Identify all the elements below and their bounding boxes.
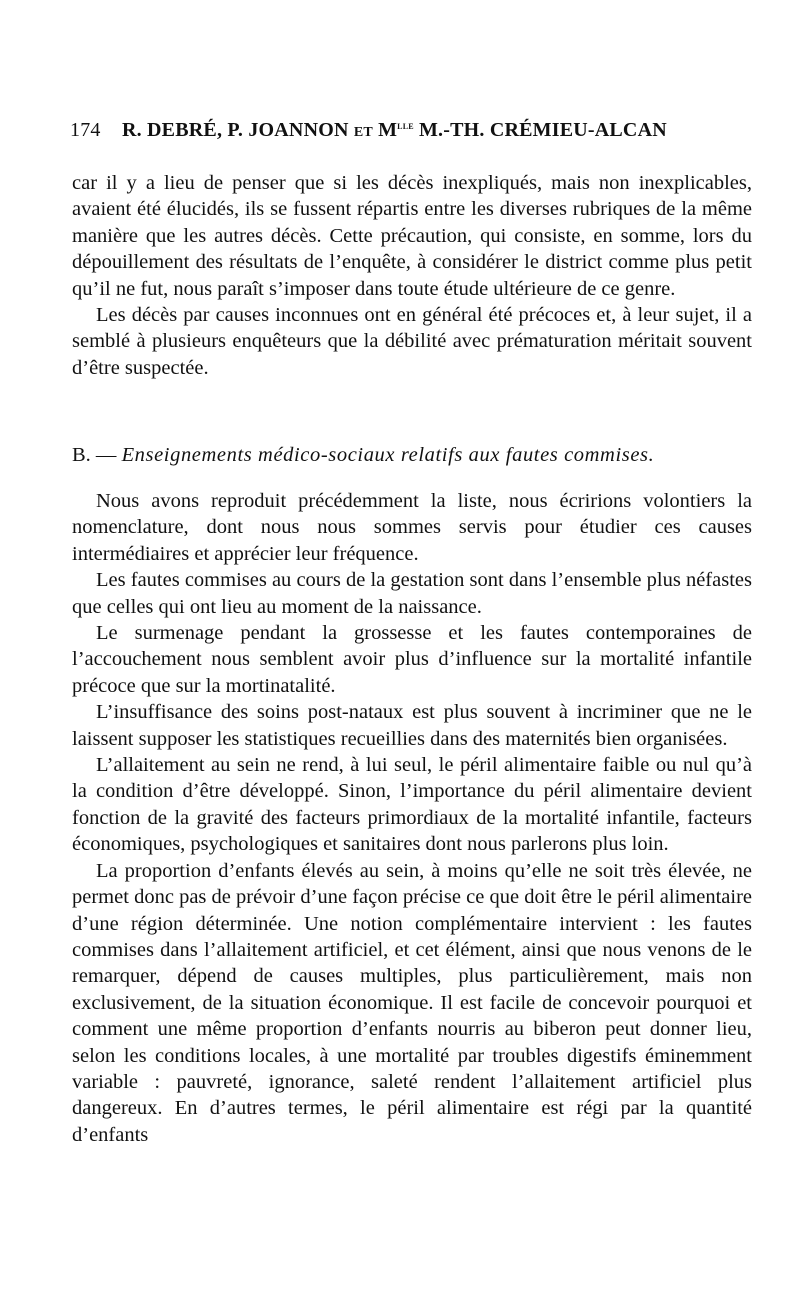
paragraph: La proportion d’enfants élevés au sein, à moins qu’elle ne soit très élevée, ne permet donc pas de prévoir d’une façon précise ce que doit être le péril alimentaire d’une région déterminée. Une notion complémentaire intervient : les fautes commises dans l’allaitement artificiel, et cet élément, ainsi que nous venons de le remarquer, dépend de causes multiples, plus particulièrement, mais non exclusivement, de la situation économique. Il est facile de concevoir pourquoi et comment une même proportion d’enfants nourris au biberon peut donner lieu, selon les conditions locales, à une mortalité par troubles digestifs éminemment variable : pauvreté, ignorance, saleté rendent l’allaitement artificiel plus dangereux. En d’autres termes, le péril alimentaire est régi par la quantité d’enfants [72,859,752,1146]
paragraph: L’allaitement au sein ne rend, à lui seul, le péril alimentaire faible ou nul qu’à la condition d’être développé. Sinon, l’importance du péril alimentaire devient fonction de la gravité des facteurs primordiaux de la mortalité infantile, facteurs économiques, psychologiques et sanitaires dont nous parlerons plus loin. [72,754,752,856]
authors-part-1: R. DEBRÉ, P. JOANNON et M [122,119,398,141]
authors-superscript: lle [397,118,414,132]
section-title: Enseignements médico-sociaux relatifs aux fautes commises. [121,444,655,466]
paragraph: Le surmenage pendant la grossesse et les fautes contemporaines de l’accouchement nous semblent avoir plus d’influence sur la mortalité infantile précoce que sur la mortinatalité. [72,622,752,697]
authors-line [122,119,667,141]
paragraph: car il y a lieu de penser que si les décès inexpliqués, mais non inexplicables, avaient été élucidés, ils se fussent répartis entre les diverses rubriques de la même manière que les autres décès. Cette précaution, qui consiste, en somme, lors du dépouillement des résultats de l’enquête, à considérer le district comme plus petit qu’il ne fut, nous paraît s’imposer dans toute étude ultérieure de ce genre. [72,172,752,300]
section-heading [72,442,752,468]
authors-part-2: M.-TH. CRÉMIEU-ALCAN [413,119,667,141]
paragraph: L’insuffisance des soins post-nataux est plus souvent à incriminer que ne le laissent supposer les statistiques recueillies dans des maternités bien organisées. [72,701,752,750]
page-number: 174 [70,119,101,141]
paragraph: Les fautes commises au cours de la gestation sont dans l’ensemble plus néfastes que celles qui ont lieu au moment de la naissance. [72,569,752,618]
running-header [70,118,750,142]
text-block-main [72,488,752,1148]
paragraph: Nous avons reproduit précédemment la liste, nous écririons volontiers la nomenclature, dont nous nous sommes servis pour étudier ces causes intermédiaires et apprécier leur fréquence. [72,490,752,565]
section-letter: B. — [72,444,117,466]
text-block-top [72,170,752,381]
paragraph: Les décès par causes inconnues ont en général été précoces et, à leur sujet, il a semblé à plusieurs enquêteurs que la débilité avec prématuration méritait souvent d’être suspectée. [72,304,752,379]
